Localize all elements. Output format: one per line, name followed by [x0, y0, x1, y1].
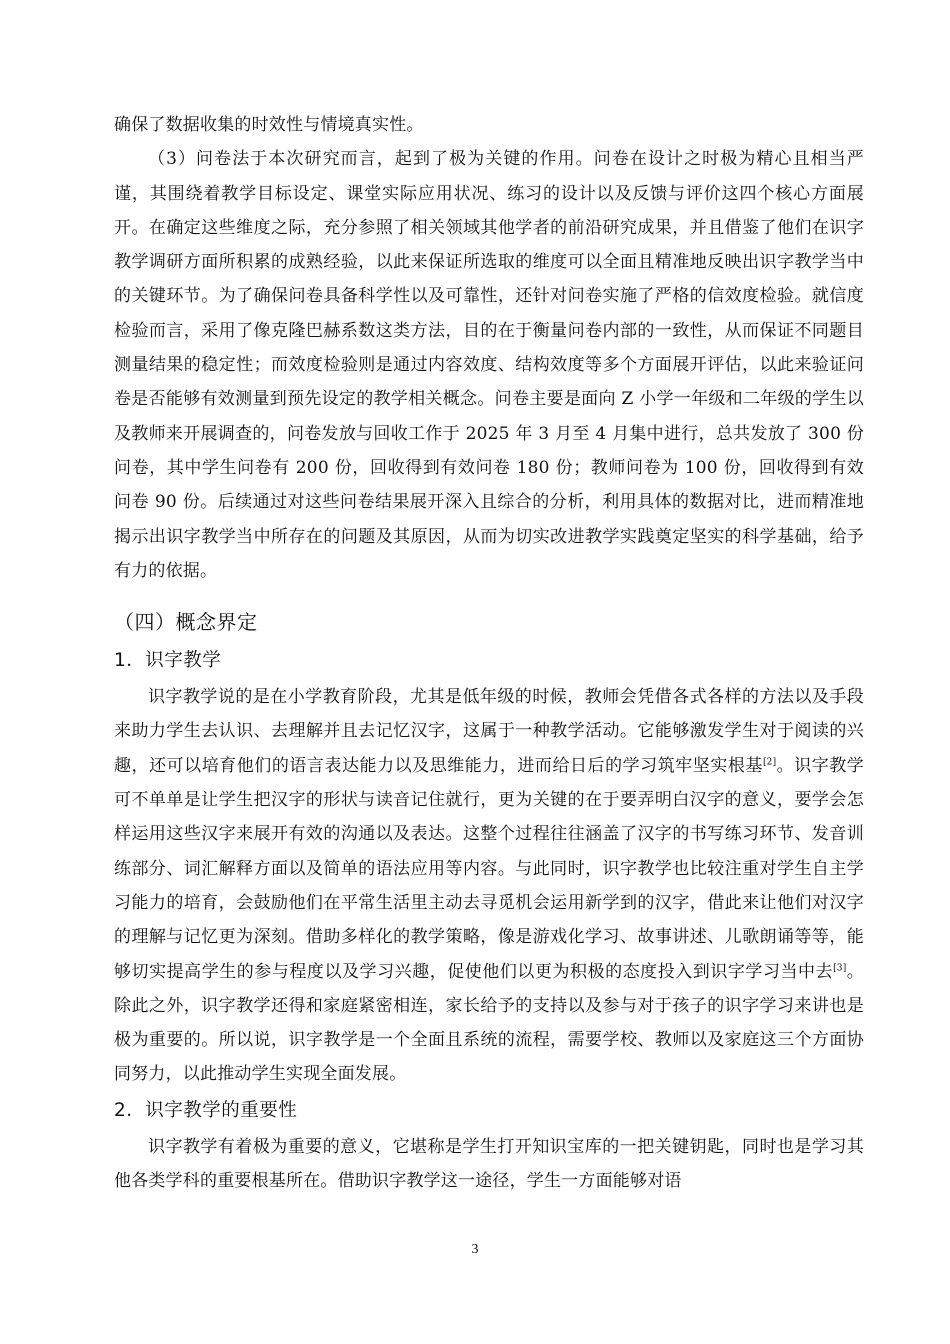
paragraph-literacy-teaching-definition: [114, 680, 864, 1092]
page-number: 3: [471, 1242, 479, 1257]
text-segment: 。除此之外，识字教学还得和家庭紧密相连，家长给予的支持以及参与对于孩子的识字学习来讲也是极为重要的。所以说，识字教学是一个全面且系统的流程，需要学校、教师以及家庭这三个方面协同努力，以此推动学生实现全面发展。: [114, 961, 864, 1085]
paragraph-literacy-importance: 识字教学有着极为重要的意义，它堪称是学生打开知识宝库的一把关键钥匙，同时也是学习其他各类学科的重要根基所在。借助识字教学这一途径，学生一方面能够对语: [114, 1136, 864, 1192]
subheading-literacy-teaching: 1．识字教学: [114, 650, 222, 672]
citation-ref-2: [2]: [762, 757, 777, 768]
citation-ref-3: [3]: [833, 962, 847, 973]
text-segment: 识字教学说的是在小学教育阶段，尤其是低年级的时候，教师会凭借各式各样的方法以及手段来助力学生去认识、去理解并且去记忆汉字，这属于一种教学活动。它能够激发学生对于阅读的兴趣，还可以培育他们的语言表达能力以及思维能力，进而给日后的学习筑牢坚实根基: [114, 687, 864, 776]
paragraph-continuation: 确保了数据收集的时效性与情境真实性。: [114, 115, 424, 135]
paragraph-questionnaire-method: （3）问卷法于本次研究而言，起到了极为关键的作用。问卷在设计之时极为精心且相当严谨，其围绕着教学目标设定、课堂实际应用状况、练习的设计以及反馈与评价这四个核心方面展开。在确定这些维度之际，充分参照了相关领域其他学者的前沿研究成果，并且借鉴了他们在识字教学调研方面所积累的成熟经验，以此来保证所选取的维度可以全面且精准地反映出识字教学当中的关键环节。为了确保问卷具备科学性以及可靠性，还针对问卷实施了严格的信效度检验。就信度检验而言，采用了像克隆巴赫系数这类方法，目的在于衡量问卷内部的一致性，从而保证不同题目测量结果的稳定性；而效度检验则是通过内容效度、结构效度等多个方面展开评估，以此来验证问卷是否能够有效测量到预先设定的教学相关概念。问卷主要是面向 Z 小学一年级和二年级的学生以及教师来开展调查的，问卷发放与回收工作于 2025 年 3 月至 4 月集中进行，总共发放了 300 份问卷，其中学生问卷有 200 份，回收得到有效问卷 180 份；教师问卷为 100 份，回收得到有效问卷 90 份。后续通过对这些问卷结果展开深入且综合的分析，利用具体的数据对比，进而精准地揭示出识字教学当中所存在的问题及其原因，从而为切实改进教学实践奠定坚实的科学基础，给予有力的依据。: [114, 149, 864, 581]
document-body: [114, 108, 864, 1198]
section-heading-concept-definition: （四）概念界定: [114, 610, 258, 635]
subheading-literacy-importance: 2．识字教学的重要性: [114, 1099, 298, 1121]
text-segment: 。识字教学可不单单是让学生把汉字的形状与读音记住就行，更为关键的在于要弄明白汉字的意义，要学会怎样运用这些汉字来展开有效的沟通以及表达。这整个过程往往涵盖了汉字的书写练习环节、发音训练部分、词汇解释方面以及简单的语法应用等内容。与此同时，识字教学也比较注重对学生自主学习能力的培育，会鼓励他们在平常生活里主动去寻觅机会运用新学到的汉字，借此来让他们对汉字的理解与记忆更为深刻。借助多样化的教学策略，像是游戏化学习、故事讲述、儿歌朗诵等等，能够切实提高学生的参与程度以及学习兴趣，促使他们以更为积极的态度投入到识字学习当中去: [114, 755, 865, 982]
